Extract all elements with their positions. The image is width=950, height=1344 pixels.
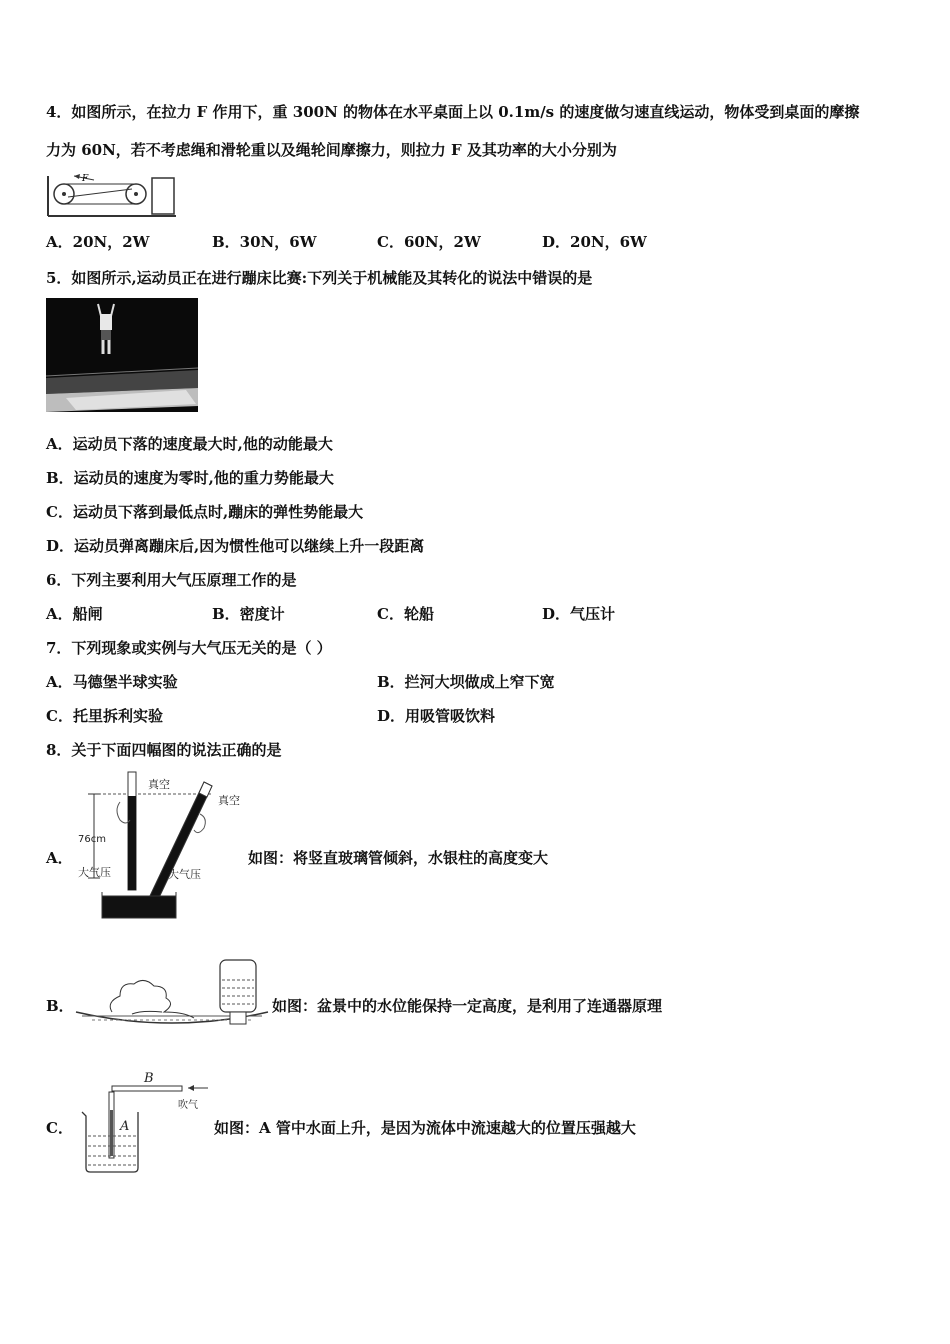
q4-option-c: C．60N，2W [377, 233, 481, 251]
tube-b [112, 1086, 182, 1091]
blow-label: 吹气 [178, 1100, 198, 1111]
q5-option-a: A．运动员下落的速度最大时,他的动能最大 [46, 435, 333, 453]
q7-option-d: D．用吸管吸饮料 [377, 707, 496, 725]
force-label: F [82, 174, 89, 184]
q8-option-c-text: 如图：A 管中水面上升，是因为流体中流速越大的位置压强越大 [214, 1119, 636, 1137]
q6-option-c: C．轮船 [377, 605, 434, 623]
torricelli-figure [76, 768, 252, 922]
q7-option-b: B．拦河大坝做成上窄下宽 [377, 673, 555, 691]
tube-b-label: B [144, 1071, 154, 1086]
q5-stem: 5．如图所示,运动员正在进行蹦床比赛:下列关于机械能及其转化的说法中错误的是 [46, 269, 593, 287]
q8-option-b-text: 如图：盆景中的水位能保持一定高度，是利用了连通器原理 [272, 997, 663, 1015]
vacuum-label-1: 真空 [148, 778, 170, 791]
q6-stem: 6．下列主要利用大气压原理工作的是 [46, 571, 297, 589]
q6-option-a: A．船闸 [46, 605, 103, 623]
q4-stem-line2: 力为 60N，若不考虑绳和滑轮重以及绳轮间摩擦力，则拉力 F 及其功率的大小分别为 [46, 141, 617, 159]
air-pressure-label-2: 大气压 [168, 868, 201, 881]
q5-option-c: C．运动员下落到最低点时,蹦床的弹性势能最大 [46, 503, 364, 521]
blowing-figure [76, 1066, 216, 1176]
q8-option-b-letter: B． [46, 997, 74, 1015]
bonsai-figure [72, 956, 272, 1032]
q8-stem: 8．关于下面四幅图的说法正确的是 [46, 741, 282, 759]
pulley-figure [46, 172, 178, 220]
trampoline-photo [46, 298, 198, 412]
q6-option-b: B．密度计 [212, 605, 285, 623]
q5-option-b: B．运动员的速度为零时,他的重力势能最大 [46, 469, 334, 487]
mercury-dish [102, 896, 176, 918]
q8-option-a-letter: A． [46, 849, 73, 867]
q5-option-d: D．运动员弹离蹦床后,因为惯性他可以继续上升一段距离 [46, 537, 425, 555]
vacuum-label-2: 真空 [218, 794, 240, 807]
q7-option-a: A．马德堡半球实验 [46, 673, 178, 691]
q7-stem: 7．下列现象或实例与大气压无关的是（ ） [46, 639, 332, 657]
q8-option-a-text: 如图：将竖直玻璃管倾斜，水银柱的高度变大 [248, 849, 549, 867]
tube-a-label: A [120, 1119, 130, 1134]
air-pressure-label-1: 大气压 [78, 866, 111, 879]
block [152, 178, 174, 214]
q4-stem-line1: 4．如图所示，在拉力 F 作用下，重 300N 的物体在水平桌面上以 0.1m/s 的速度做匀速直线运动，物体受到桌面的摩擦 [46, 103, 860, 121]
q6-option-d: D．气压计 [542, 605, 616, 623]
q4-option-d: D．20N，6W [542, 233, 647, 251]
q7-option-c: C．托里拆利实验 [46, 707, 163, 725]
q4-option-b: B．30N，6W [212, 233, 317, 251]
q8-option-c-letter: C． [46, 1119, 73, 1137]
height-label: 76cm [78, 834, 106, 845]
q4-option-a: A．20N，2W [46, 233, 150, 251]
